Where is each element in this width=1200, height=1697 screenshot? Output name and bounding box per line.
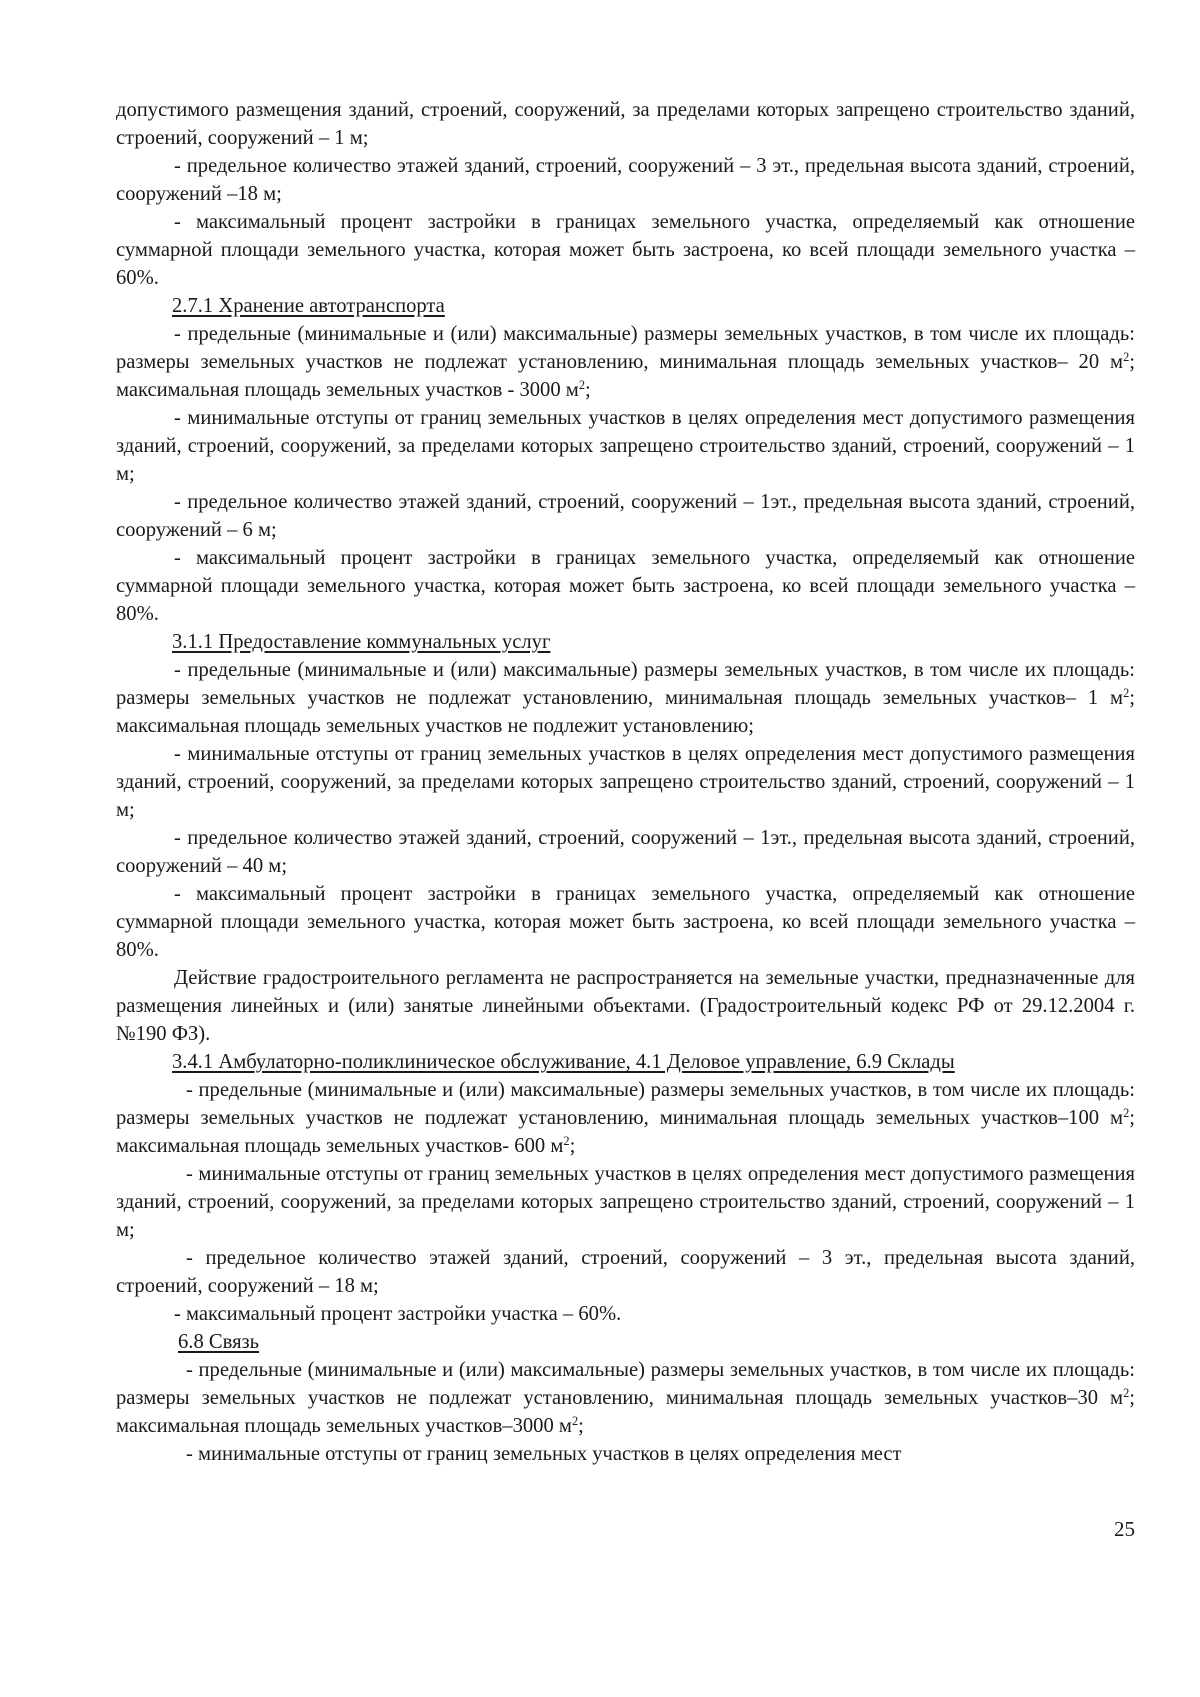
paragraph: - предельные (минимальные и (или) максимальные) размеры земельных участков, в том числе их площадь: размеры земельных участков не подлежат установлению, минимальная площадь земельных участков– 1 $м^2$; максимальная площадь земельных участков не подлежит установлению; (116, 659, 1135, 737)
paragraph: - максимальный процент застройки в границах земельного участка, определяемый как отношение суммарной площади земельного участка, которая может быть застроена, ко всей площади земельного участка – 80%. (116, 547, 1135, 625)
superscript: 2 (563, 1134, 570, 1149)
superscript: 2 (1123, 1386, 1130, 1401)
paragraph: - предельное количество этажей зданий, строений, сооружений – 3 эт., предельная высота зданий, строений, сооружений – 18 м; (116, 1247, 1135, 1297)
superscript: 2 (571, 1414, 579, 1429)
superscript: 2 (1123, 1106, 1130, 1121)
paragraph: - предельные (минимальные и (или) максимальные) размеры земельных участков, в том числе их площадь: размеры земельных участков не подлежат установлению, минимальная площадь земельных участков–100 $м^2$; максимальная площадь земельных участков- 600 $м^2$; (116, 1079, 1135, 1157)
paragraph: - предельное количество этажей зданий, строений, сооружений – 1эт., предельная высота зданий, строений, сооружений – 40 м; (116, 827, 1135, 877)
section-heading: 3.4.1 Амбулаторно-поликлиническое обслуживание, 4.1 Деловое управление, 6.9 Склады (172, 1051, 955, 1073)
paragraph: - максимальный процент застройки в границах земельного участка, определяемый как отношение суммарной площади земельного участка, которая может быть застроена, ко всей площади земельного участка – 60%. (116, 211, 1135, 289)
superscript: 2 (1123, 350, 1130, 365)
paragraph: - максимальный процент застройки в границах земельного участка, определяемый как отношение суммарной площади земельного участка, которая может быть застроена, ко всей площади земельного участка – 80%. (116, 883, 1135, 961)
section-heading: 3.1.1 Предоставление коммунальных услуг (172, 631, 551, 653)
paragraph: - минимальные отступы от границ земельных участков в целях определения мест допустимого размещения зданий, строений, сооружений, за пределами которых запрещено строительство зданий, строений, сооружений – 1 м; (116, 407, 1135, 485)
paragraph: допустимого размещения зданий, строений, сооружений, за пределами которых запрещено строительство зданий, строений, сооружений – 1 м; (116, 99, 1135, 149)
paragraph: Действие градостроительного регламента не распространяется на земельные участки, предназначенные для размещения линейных и (или) занятые линейными объектами. (Градостроительный кодекс РФ от 29.12.2004 г. №190 ФЗ). (116, 967, 1135, 1045)
paragraph: - минимальные отступы от границ земельных участков в целях определения мест (186, 1443, 902, 1465)
paragraph: - предельное количество этажей зданий, строений, сооружений – 3 эт., предельная высота зданий, строений, сооружений –18 м; (116, 155, 1135, 205)
paragraph: - предельные (минимальные и (или) максимальные) размеры земельных участков, в том числе их площадь: размеры земельных участков не подлежат установлению, минимальная площадь земельных участков– 20 $м^2$; максимальная площадь земельных участков - 3000 $м^2$; (116, 323, 1135, 401)
paragraph: - предельное количество этажей зданий, строений, сооружений – 1эт., предельная высота зданий, строений, сооружений – 6 м; (116, 491, 1135, 541)
document-body (116, 96, 1135, 1468)
section-heading: 2.7.1 Хранение автотранспорта (172, 295, 445, 317)
superscript: 2 (578, 378, 586, 393)
page-number: 25 (1114, 1517, 1135, 1541)
superscript: 2 (1123, 686, 1130, 701)
section-heading: 6.8 Связь (178, 1331, 260, 1353)
paragraph: - минимальные отступы от границ земельных участков в целях определения мест допустимого размещения зданий, строений, сооружений, за пределами которых запрещено строительство зданий, строений, сооружений – 1 м; (116, 1163, 1135, 1241)
paragraph: - предельные (минимальные и (или) максимальные) размеры земельных участков, в том числе их площадь: размеры земельных участков не подлежат установлению, минимальная площадь земельных участков–30 $м^2$; максимальная площадь земельных участков–3000 $м^2$; (116, 1359, 1135, 1437)
paragraph: - минимальные отступы от границ земельных участков в целях определения мест допустимого размещения зданий, строений, сооружений, за пределами которых запрещено строительство зданий, строений, сооружений – 1 м; (116, 743, 1135, 821)
paragraph: - максимальный процент застройки участка – 60%. (174, 1303, 622, 1325)
